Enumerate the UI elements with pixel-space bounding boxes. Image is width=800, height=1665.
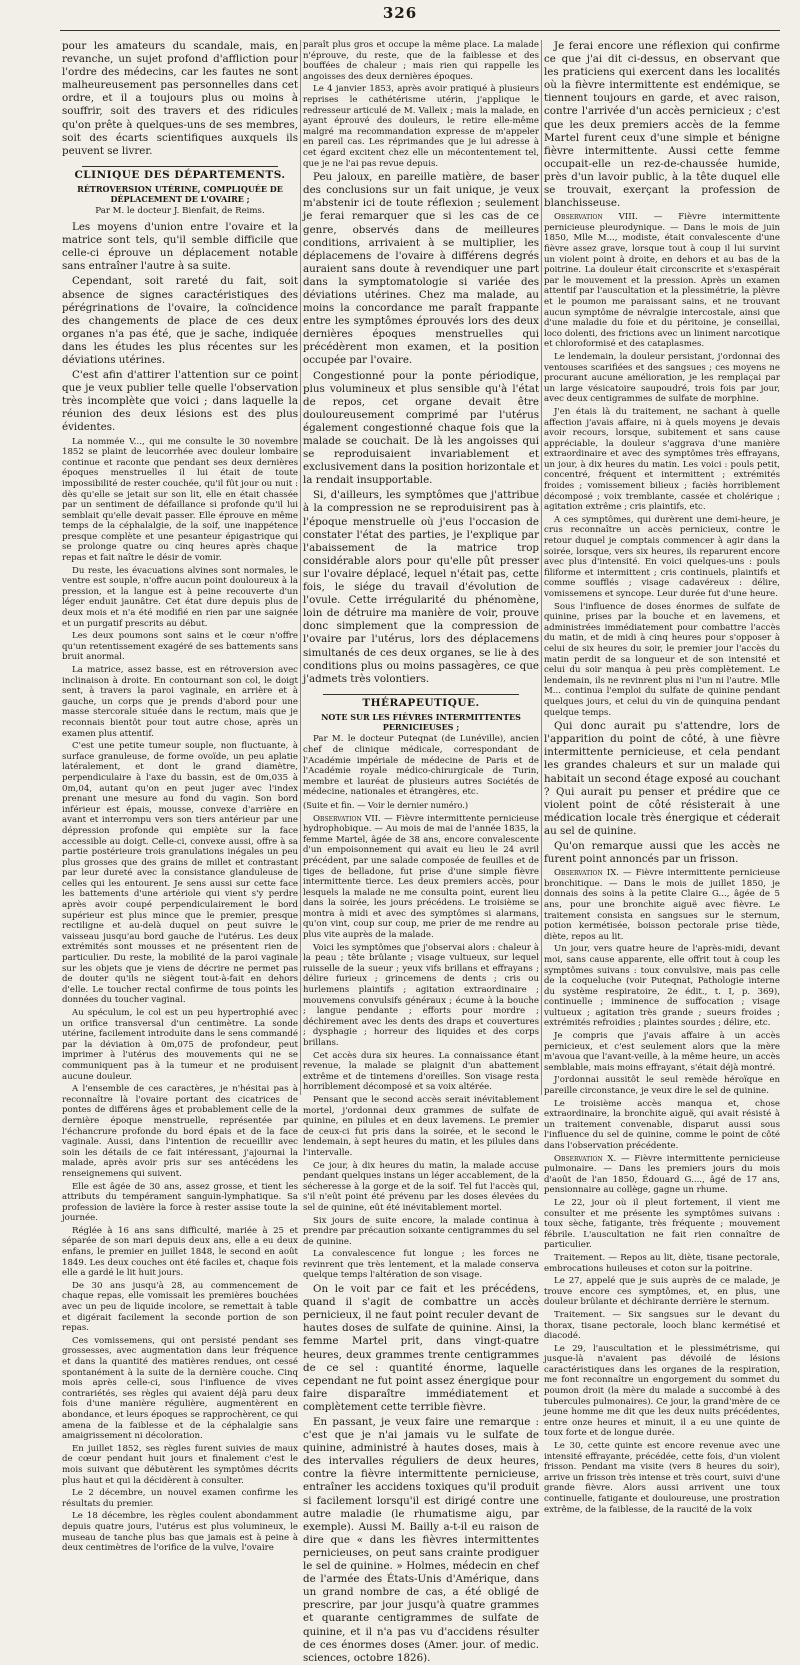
paragraph: Les deux poumons sont sains et le cœur n'offre qu'un retentissement exagéré de ses battements sans bruit anormal.: [62, 631, 298, 663]
paragraph: Je compris que j'avais affaire à un accès pernicieux, et c'est seulement alors que la mère m'avoua que l'avant-veille, à la même heure, un accès semblable, mais moins effrayant, s'était déjà montré.: [544, 1031, 780, 1073]
paragraph: Le troisième accès manqua et, chose extraordinaire, la bronchite aiguë, qui avait résisté à un traitement convenable, disparut aussi sous l'influence du sel de quinine, comme le point de côté dans l'observation précédente.: [544, 1098, 780, 1151]
observation-label: Observation VII.: [313, 813, 381, 824]
paragraph: Je ferai encore une réflexion qui confirme ce que j'ai dit ci-dessus, en observant que les praticiens qui exercent dans les localités où la fièvre intermittente est endémique, se tiennent toujours en garde, et avec raison, contre l'arrivée d'un accès pernicieux ; c'est que les deux premiers accès de la femme Martel furent ceux d'une simple et bénigne fièvre intermittente. Aussi cette femme occupait-elle un rez-de-chaussée humide, près d'un lavoir public, à la tête duquel elle se trouvait, exerçant la profession de blanchisseuse.: [544, 40, 780, 210]
paragraph: Qu'on remarque aussi que les accès ne furent point annoncés par un frisson.: [544, 839, 780, 866]
paragraph: Le 27, appelé que je suis auprès de ce malade, je trouve encore ces symptômes, et, en plus, une douleur brûlante et déchirante derrière le sternum.: [544, 1276, 780, 1308]
paragraph: Le 4 janvier 1853, après avoir pratiqué à plusieurs reprises le cathétérisme utérin, j'applique le redresseur articulé de M. Valleix ; mais la malade, en ayant éprouvé des douleurs, le retire elle-même malgré ma recommandation expresse de m'appeler en pareil cas. Les réprimandes que je lui adresse à cet égard excitent chez elle un mécontentement tel, que je ne l'ai pas revue depuis.: [303, 84, 539, 169]
observation-paragraph: [303, 814, 539, 941]
paragraph: Peu jaloux, en pareille matière, de baser des conclusions sur un fait unique, je veux m'abstenir ici de toute réflexion ; seulement je ferai remarquer que si les cas de ce genre, observés dans de meilleures conditions, arrivaient à se multiplier, les déplacemens de l'ovaire à différens degrés auraient sans doute à revendiquer une part dans la symptomatologie si variée des déviations utérines. Chez ma malade, au moins la concordance me paraît frappante entre les symptômes éprouvés lors des deux dernières époques menstruelles qui précédèrent mon examen, et la position occupée par l'ovaire.: [303, 171, 539, 367]
page-number: 326: [382, 4, 418, 22]
paragraph: Pensant que le second accès serait inévitablement mortel, j'ordonnai deux grammes de sulfate de quinine, en pilules et en deux lavemens. Le premier de ceux-ci fut pris dans la soirée, et le second le lendemain, à sept heures du matin, et les pilules dans l'intervalle.: [303, 1094, 539, 1158]
intro-paragraph: pour les amateurs du scandale, mais, en revanche, un sujet profond d'affliction pour l'ordre des médecins, car les fautes ne sont malheureusement pas personnelles dans cet ordre, et il a toujours plus ou moins à souffrir, soit des travers et des ridicules qu'on prête à quelques-uns de ses membres, soit des écarts scientifiques auxquels ils peuvent se livrer.: [62, 40, 298, 157]
observation-text: — Fièvre intermittente pernicieuse hydrophobique. — Au mois de mai de l'année 1835, la femme Martel, âgée de 38 ans, encore convalescente d'un empoisonnement qui avait eu lieu le 24 avril précédent, par une salade composée de feuilles et de tiges de belladone, fut prise d'une simple fièvre intermittente tierce. Les deux premiers accès, pour lesquels la malade ne me consulta point, eurent lieu dans la soirée, les jours précédens. Le troisième se montra à midi et avec des symptômes si alarmans, qu'on vint, coup sur coup, me prier de me rendre au plus vite auprès de la malade.: [303, 813, 539, 941]
observation-text: — Fièvre intermittente pernicieuse pulmonaire. — Dans les premiers jours du mois d'août de l'an 1850, Édouard G...., âgé de 17 ans, pensionnaire au collège, gagne un rhume.: [544, 1153, 780, 1196]
observation-paragraph: [544, 212, 780, 350]
column-left: [62, 40, 298, 1554]
paragraph: Ce jour, à dix heures du matin, la malade accuse pendant quelques instans un léger accablement, de la sécheresse à la gorge et de la soif. Tel fut l'accès qui, s'il n'eût point été prévenu par les doses élevées du sel de quinine, eût été inévitablement mortel.: [303, 1160, 539, 1213]
article-author: Par M. le docteur J. Bienfait, de Reims.: [95, 206, 265, 217]
paragraph: Au spéculum, le col est un peu hypertrophié avec un orifice transversal d'un centimètre. La sonde utérine, facilement introduite dans le sens commandé par la déviation à 0m,075 de profondeur, peut imprimer à l'utérus des mouvements qui ne se communiquent pas à la tumeur et ne produisent aucune douleur.: [62, 1008, 298, 1082]
observation-label: Observation X.: [554, 1153, 617, 1164]
paragraph: Un jour, vers quatre heure de l'après-midi, devant moi, sans cause apparente, elle offrit tout à coup les symptômes suivans : toux convulsive, mais pas celle de la coqueluche (voir Puteqnat, Pathologie interne du système respiratoire, 2e édit., t. I, p. 369), continuelle ; imminence de suffocation ; visage vultueux ; agitation très grande ; sueurs froides ; extrémités refroidies ; plaintes sourdes ; délire, etc.: [544, 944, 780, 1029]
paragraph: La nommée V..., qui me consulte le 30 novembre 1852 se plaint de leucorrhée avec douleur lombaire continue et raconte que pendant ses deux dernières époques menstruelles il lui était de toute impossibilité de rester couchée, qu'il fût jour ou nuit : dès qu'elle se jetait sur son lit, elle en était chassée par un sentiment de défaillance si profonde qu'il lui semblait qu'elle devait passer. Elle éprouve en même temps de la céphalalgie, de la soif, une inappétence presque complète et une pesanteur épigastrique qui se prolonge quatre ou cinq heures après chaque repas et fait naître le désir de vomir.: [62, 436, 298, 564]
article-title: RÉTROVERSION UTÉRINE, COMPLIQUÉE DE DÉPLACEMENT DE L'OVAIRE ;: [77, 184, 283, 205]
observation-text: — Fièvre intermittente pernicieuse pleurodynique. — Dans le mois de juin 1850, Mlle M..., modiste, était convalescente d'une fièvre assez grave, lorsque tout à coup il lui survint un violent point à droite, en dehors et au bas de la poitrine. La douleur était circonscrite et s'exaspérait par le mouvement et la pression. Après un examen attentif par l'auscultation et la plessimétrie, la plèvre et le poumon me paraissant sains, et ne trouvant aucun symptôme de névralgie intercostale, ainsi que d'une maladie du foie et du péritoine, je conseillai, loco dolenti, des frictions avec un liniment narcotique et chloroformisé et des cataplasmes.: [544, 212, 780, 350]
paragraph: Le 30, cette quinte est encore revenue avec une intensité effrayante, précédée, cette fois, d'un violent frisson. Pendant ma visite (vers 8 heures du soir), arrive un frisson très intense et très court, suivi d'une grande fièvre. Alors aussi arrivent une toux continuelle, fatigante et douloureuse, une prostration extrême, de la faiblesse, de la raucité de la voix: [544, 1441, 780, 1515]
paragraph: J'en étais là du traitement, ne sachant à quelle affection j'avais affaire, ni à quels moyens je devais avoir recours, lorsque, subitement et sans cause appréciable, la douleur s'aggrava d'une manière extraordinaire et avec des symptômes très effrayans, un jour, à dix heures du matin. Les voici : pouls petit, concentré, fréquent et intermittent ; extrémités froides ; vomissement bilieux ; faciès horriblement décomposé ; voix tremblante, cassée et cholérique ; agitation extrême ; cris plaintifs, etc.: [544, 406, 780, 513]
paragraph: Le 18 décembre, les règles coulent abondamment depuis quatre jours, l'utérus est plus volumineux, le museau de tanche plus bas que jamais est à peine à deux centimètres de l'orifice de la vulve, l'ovaire: [62, 1511, 298, 1554]
paragraph: A ces symptômes, qui durèrent une demi-heure, je crus reconnaître un accès pernicieux, contre le retour duquel je comptais commencer à agir dans la soirée, lorsque, vers six heures, ils reparurent encore avec plus d'intensité. En voici quelques-uns : pouls filiforme et intermittent ; cris continuels, plaintifs et comme soufflés ; visage cadavéreux : délire, vomissemens et syncope. Leur durée fut d'une heure.: [544, 514, 780, 599]
section-rule: [323, 694, 519, 695]
paragraph: Ces vomissemens, qui ont persisté pendant ses grossesses, avec augmentation dans leur fréquence et dans la quantité des matières rendues, ont cessé spontanément à la suite de la dernière couche. Cinq mois après celle-ci, sous l'influence de vives contrariétés, ses règles qui avaient déjà paru deux fois d'une manière régulière, augmentèrent en abondance, et leurs époques se rapprochèrent, ce qui amena de la faiblesse et de la céphalalgie sans amaigrissement ni décoloration.: [62, 1335, 298, 1442]
paragraph: Réglée à 16 ans sans difficulté, mariée à 25 et séparée de son mari depuis deux ans, elle a eu deux enfans, le premier en juillet 1848, le second en août 1849. Les deux couches ont été faciles et, chaque fois elle a gardé le lit huit jours.: [62, 1225, 298, 1279]
continuation-note: (Suite et fin. — Voir le dernier numéro.): [303, 799, 469, 810]
paragraph: Voici les symptômes que j'observai alors : chaleur à la peau ; tête brûlante ; visage vultueux, sur lequel ruisselle de la sueur ; yeux vifs brillans et effrayans ; délire furieux ; grincemens de dents ; cris ou hurlemens plaintifs ; agitation extraordinaire ; mouvemens convulsifs généraux ; écume à la bouche ; langue pendante ; efforts pour mordre ; déchirement avec les dents des draps et couvertures ; dysphagie ; horreur des liquides et des corps brillans.: [303, 942, 539, 1048]
observation-text: — Fièvre intermittente pernicieuse bronchitique. — Dans le mois de juillet 1850, je donnais des soins à la petite Claire G..., âgée de 5 ans, pour une bronchite aiguë avec fièvre. Le traitement consista en sangsues sur le sternum, potion kermétisée, boisson pectorale prise tiède, diète, repos au lit.: [544, 868, 781, 942]
paragraph: A l'ensemble de ces caractères, je n'hésitai pas à reconnaître là l'ovaire portant des cicatrices de pontes de différens âges et probablement celle de la dernière époque menstruelle, représentée par l'échancrure profonde du bord épais et de la face vaginale. Aussi, dans l'intention de recueillir avec soin les détails de ce fait intéressant, j'ajournai la malade, après avoir pris sur ses antécédens les renseignemens qui suivent.: [62, 1084, 298, 1179]
paragraph: De 30 ans jusqu'à 28, au commencement de chaque repas, elle vomissait les premières bouchées avec un peu de liquide incolore, se remettait à table et digérait facilement la seconde portion de son repas.: [62, 1280, 298, 1334]
paragraph: Sous l'influence de doses énormes de sulfate de quinine, prises par la bouche et en lavemens, et administrées immédiatement pour combattre l'accès du matin, et de midi à cinq heures pour s'opposer à celui de six heures du soir, le premier jour l'accès du matin perdit de sa longueur et de son intensité et celui du soir manqua à peu près complètement. Le lendemain, ils ne revinrent plus ni l'un ni l'autre. Mlle M... continua l'emploi du sulfate de quinine pendant quelques jours, et celui du vin de quinquina pendant quelque temps.: [544, 601, 780, 718]
author-block: Par M. le docteur Puteqnat (de Lunéville), ancien chef de clinique médicale, correspondant de l'Académie impériale de médecine de Paris et de l'Académie royale médico-chirurgicale de Turin, membre et lauréat de plusieurs autres Sociétés de médecine, nationales et étrangères, etc.: [303, 734, 539, 798]
paragraph: Cet accès dura six heures. La connaissance étant revenue, la malade se plaignit d'un abattement extrême et de tintemens d'oreilles. Son visage resta horriblement décomposé et sa voix altérée.: [303, 1050, 539, 1093]
column-right: [544, 40, 781, 1515]
paragraph: On le voit par ce fait et les précédens, quand il s'agit de combattre un accès pernicieux, il ne faut point reculer devant de hautes doses de sulfate de quinine. Ainsi, la femme Martel prit, dans vingt-quatre heures, deux grammes trente centigrammes de ce sel : quantité énorme, laquelle cependant ne fut point assez énergique pour faire disparaître immédiatement et complètement cette terrible fièvre.: [303, 1283, 539, 1413]
column-middle: [303, 40, 539, 1664]
paragraph: paraît plus gros et occupe la même place. La malade n'éprouve, du reste, que de la faiblesse et des bouffées de chaleur ; mais rien qui rappelle les angoisses des deux dernières époques.: [303, 40, 539, 82]
section-title: CLINIQUE DES DÉPARTEMENTS.: [74, 168, 286, 181]
column-divider: [541, 40, 542, 1095]
observation-paragraph: [544, 1154, 780, 1196]
paragraph: La matrice, assez basse, est en rétroversion avec inclinaison à droite. En contournant son col, le doigt sent, à travers la paroi vaginale, en arrière et à gauche, un corps que je prends d'abord pour une masse stercorale située dans le rectum, mais que je reconnais bientôt pour tout autre chose, après un examen plus attentif.: [62, 665, 298, 739]
paragraph: Le 22, jour où il pleut fortement, il vient me consulter et me présente les symptômes suivans : toux sèche, fatigante, très fréquente ; mouvement fébrile. L'auscultation ne fait rien connaître de particulier.: [544, 1197, 780, 1251]
paragraph: C'est une petite tumeur souple, non fluctuante, à surface granuleuse, de forme ovoïde, un peu aplatie latéralement, et dont le grand diamètre, perpendiculaire à l'axe du bassin, est de 0m,035 à 0m,04, autant qu'on en peut juger avec l'index prenant une mesure au fond du vagin. Son bord inférieur est épais, mousse, convexe d'arrière en avant et interrompu vers son tiers antérieur par une dépression profonde qui empiète sur la face accessible au doigt. Celle-ci, convexe aussi, offre à sa partie postérieure trois granulations inégales un peu plus grosses que des grains de millet et contrastant par leur dureté avec la consistance glanduleuse de celles qui les entourent. Je sens aussi sur cette face les battements d'une artériole qui vient s'y perdre après avoir coupé perpendiculairement le bord supérieur est plus mince que le premier, presque rectiligne et au-delà duquel on peut suivre le vaisseau jusqu'au bord gauche de l'utérus. Les deux extrémités sont mousses et ne présentent rien de particulier. Du reste, la mobilité de la paroi vaginale sur les objets que je viens de décrire ne permet pas de douter qu'ils ne siègent tout-à-fait en dehors d'elle. Le toucher rectal confirme de tous points les données du toucher vaginal.: [62, 741, 298, 1006]
paragraph: Les moyens d'union entre l'ovaire et la matrice sont tels, qu'il semble difficile que celle-ci éprouve un déplacement notable sans entraîner l'autre à sa suite.: [62, 221, 298, 273]
paragraph: Six jours de suite encore, la malade continua à prendre par précaution soixante centigrammes du sel de quinine.: [303, 1215, 539, 1247]
section-title: THÉRAPEUTIQUE.: [362, 696, 480, 709]
paragraph: Qui donc aurait pu s'attendre, lors de l'apparition du point de côté, à une fièvre intermittente pernicieuse, et cela pendant les grandes chaleurs et sur un malade qui habitait un second étage exposé au couchant ? Qui aurait pu penser et prédire que ce violent point de côté résisterait à une médication locale très énergique et céderait au sel de quinine.: [544, 720, 780, 837]
paragraph: Cependant, soit rareté du fait, soit absence de signes caractéristiques des pérégrinations de l'ovaire, la coïncidence des changements de place de ces deux organes n'a pas été, que je sache, indiquée dans les études les plus récentes sur les déviations utérines.: [62, 275, 298, 366]
paragraph: Elle est âgée de 30 ans, assez grosse, et tient les attributs du tempérament sanguin-lymphatique. Sa profession de lavière la force à rester assise toute la journée.: [62, 1181, 298, 1224]
paragraph: Congestionné pour la ponte périodique, plus volumineux et plus sensible qu'à l'état de repos, cet organe devait être douloureusement comprimé par l'utérus également congestionné chaque fois que la malade se couchait. De là les angoisses qui se reproduisaient invariablement et exclusivement dans la position horizontale et la rendait insupportable.: [303, 369, 539, 487]
paragraph: Du reste, les évacuations alvines sont normales, le ventre est souple, n'offre aucun point douloureux à la pression, et la langue est à peine recouverte d'un léger enduit jaunâtre. Cet état dure depuis plus de deux mois et n'a été modifié en rien par une saignée et un purgatif prescrits au début.: [62, 565, 298, 629]
paragraph: En passant, je veux faire une remarque : c'est que je n'ai jamais vu le sulfate de quinine, administré à hautes doses, mais à des intervalles réguliers de deux heures, contre la fièvre intermittente pernicieuse, entraîner les accidens toxiques qu'il produit si facilement lorsqu'il est dirigé contre une autre maladie (le rhumatisme aigu, par exemple). Aussi M. Bailly a-t-il eu raison de dire que « dans les fièvres intermittentes pernicieuses, on peut sans crainte prodiguer le sel de quinine. » Holmes, médecin en chef de l'armée des États-Unis d'Amérique, dans un grand nombre de cas, a été obligé de prescrire, par jour jusqu'à quatre grammes et quarante centigrammes de sulfate de quinine, et il n'a pas vu d'accidens résulter de ces énormes doses (Amer. jour. of medic. sciences, octobre 1826).: [303, 1416, 539, 1664]
paragraph: Le lendemain, la douleur persistant, j'ordonnai des ventouses scarifiées et des sangsues ; ces moyens ne procurant aucune amélioration, je les remplaçai par un large vésicatoire saupoudré, trois fois par jour, avec deux centigrammes de sulfate de morphine.: [544, 351, 780, 405]
paragraph: Traitement. — Repos au lit, diète, tisane pectorale, embrocations huileuses et coton sur la poitrine.: [544, 1252, 780, 1274]
paragraph: En juillet 1852, ses règles furent suivies de maux de cœur pendant huit jours et finalement c'est le mois suivant que débutèrent les symptômes décrits plus haut et qui la décidèrent à consulter.: [62, 1443, 298, 1486]
section-rule: [82, 166, 278, 167]
observation-label: Observation VIII.: [554, 212, 638, 223]
paragraph: C'est afin d'attirer l'attention sur ce point que je veux publier telle quelle l'observation très incomplète que voici ; dans laquelle la réunion des deux lésions est des plus évidentes.: [62, 369, 298, 434]
observation-paragraph: [544, 868, 780, 942]
paragraph: Le 29, l'auscultation et le plessimétrisme, qui jusque-là n'avaient pas dévoilé de lésions caractéristiques dans les organes de la respiration, me font reconnaître un engorgement du sommet du poumon droit (la mère du malade a succombé à des tubercules pulmonaires). Ce jour, la grand'mère de ce jeune homme me dit que les deux nuits précédentes, entre onze heures et minuit, il a eu une quinte de toux forte et de longue durée.: [544, 1343, 780, 1439]
paragraph: La convalescence fut longue ; les forces ne revinrent que très lentement, et la malade conserva quelque temps l'altération de son visage.: [303, 1249, 539, 1281]
paragraph: J'ordonnai aussitôt le seul remède héroïque en pareille circonstance, je veux dire le sel de quinine.: [544, 1075, 780, 1097]
observation-label: Observation IX.: [554, 868, 619, 879]
paragraph: Le 2 décembre, un nouvel examen confirme les résultats du premier.: [62, 1488, 298, 1509]
paragraph: Si, d'ailleurs, les symptômes que j'attribue à la compression ne se reproduisirent pas à l'époque menstruelle où j'eus l'occasion de constater l'état des parties, je l'explique par l'abaissement de la matrice trop considérable alors pour qu'elle pût presser sur l'ovaire déplacé, lequel n'était pas, cette fois, le siége du travail d'évolution de l'ovule. Cette irrégularité du phénomène, loin de détruire ma manière de voir, prouve donc simplement que la compression de l'ovaire par l'utérus, lors des déplacemens simultanés de ces deux organes, se lie à des conditions plus ou moins passagères, ce que j'admets très volontiers.: [303, 489, 539, 685]
header-rule: [60, 30, 780, 31]
article-title: NOTE SUR LES FIÈVRES INTERMITTENTES PERNICIEUSES ;: [321, 712, 521, 733]
paragraph: Traitement. — Six sangsues sur le devant du thorax, tisane pectorale, looch blanc kermétisé et diacodé.: [544, 1309, 780, 1342]
column-divider: [300, 40, 301, 1095]
